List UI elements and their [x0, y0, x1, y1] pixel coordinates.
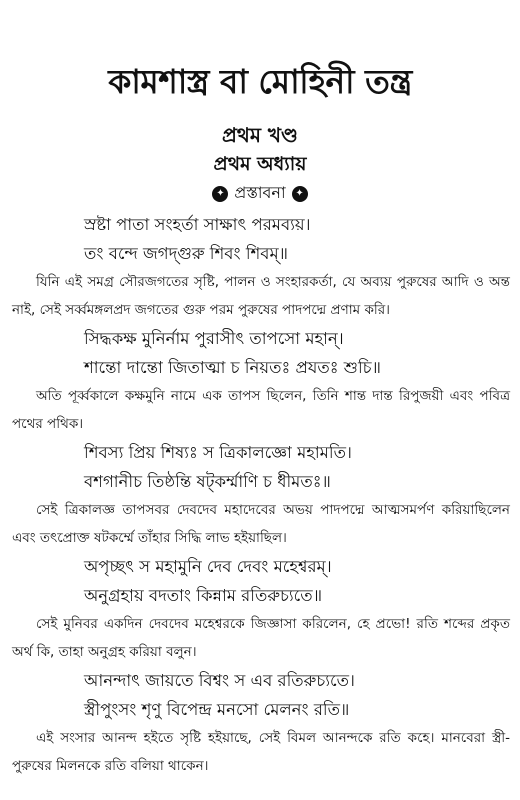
verse-line: আনন্দাৎ জায়তে বিশ্বং স এব রতিরুচ্যতে। [84, 671, 355, 690]
prose-paragraph: এই সংসার আনন্দ হইতে সৃষ্টি হইয়াছে, সেই বিমল আনন্দকে রতি কহে। মানবেরা স্ত্রী-পুরুষের মিলনকে রতি বলিয়া থাকেন। [12, 730, 510, 774]
prose-paragraph: সেই মুনিবর একদিন দেবদেব মহেশ্বরকে জিজ্ঞাসা করিলেন, হে প্রভো! রতি শব্দের প্রকৃত অর্থ কি, তাহা অনুগ্রহ করিয়া বলুন। [12, 616, 510, 660]
star-icon: ✦ [212, 186, 228, 202]
prose-paragraph: সেই ত্রিকালজ্ঞ তাপসবর দেবদেব মহাদেবের অভয় পাদপদ্মে আত্মসমর্পণ করিয়াছিলেন এবং তৎপ্রোক্ত ষটকর্ম্মে তাঁহার সিদ্ধি লাভ হইয়াছিল। [12, 502, 510, 546]
verse-line: সিদ্ধকক্ষ মুনির্নাম পুরাসীৎ তাপসো মহান্। [84, 329, 344, 348]
page-content [0, 210, 520, 780]
chapter-heading: প্রথম অধ্যায় [213, 153, 307, 175]
verse-line: অপৃচ্ছৎ স মহামুনি দেব দেবং মহেশ্বরম্। [84, 557, 332, 576]
prose-paragraph: অতি পূর্ব্বকালে কক্ষমুনি নামে এক তাপস ছিলেন, তিনি শান্ত দান্ত রিপুজয়ী এবং পবিত্র পথের পথিক। [12, 388, 510, 432]
verse-line: শিবস্য প্রিয় শিষ্যঃ স ত্রিকালজ্ঞো মহামতি। [84, 443, 352, 462]
part-heading: প্রথম খণ্ড [221, 123, 299, 147]
verse-line: তং বন্দে জগদ্গুরু শিবং শিবম্॥ [84, 244, 288, 263]
section-heading [0, 182, 520, 204]
page-title: কামশাস্ত্র বা মোহিনী তন্ত্র [108, 62, 412, 101]
prose-paragraph: যিনি এই সমগ্র সৌরজগতের সৃষ্টি, পালন ও সংহারকর্তা, যে অব্যয় পুরুষের আদি ও অন্ত নাই, সেই সর্ব্বমঙ্গলপ্রদ জগতের গুরু পরম পুরুষের পাদপদ্মে প্রণাম করি। [12, 274, 510, 318]
verse-line: শান্তো দান্তো জিতাত্মা চ নিয়তঃ প্রযতঃ শুচি॥ [84, 358, 381, 377]
star-icon: ✦ [292, 186, 308, 202]
verse-line: বশগানীচ তিষ্ঠন্তি ষট্কর্ম্মাণি চ ধীমতঃ॥ [84, 472, 331, 491]
verse-line: অনুগ্রহায় বদতাং কিন্নাম রতিরুচ্যতে॥ [84, 586, 323, 605]
section-title: প্রস্তাবনা [234, 183, 286, 202]
verse-line: স্রষ্টা পাতা সংহর্তা সাক্ষাৎ পরমব্যয়। [84, 215, 311, 234]
verse-line: স্ত্রীপুংসং শৃণু বিপেন্দ্র মনসো মেলনং রতি॥ [84, 700, 350, 719]
